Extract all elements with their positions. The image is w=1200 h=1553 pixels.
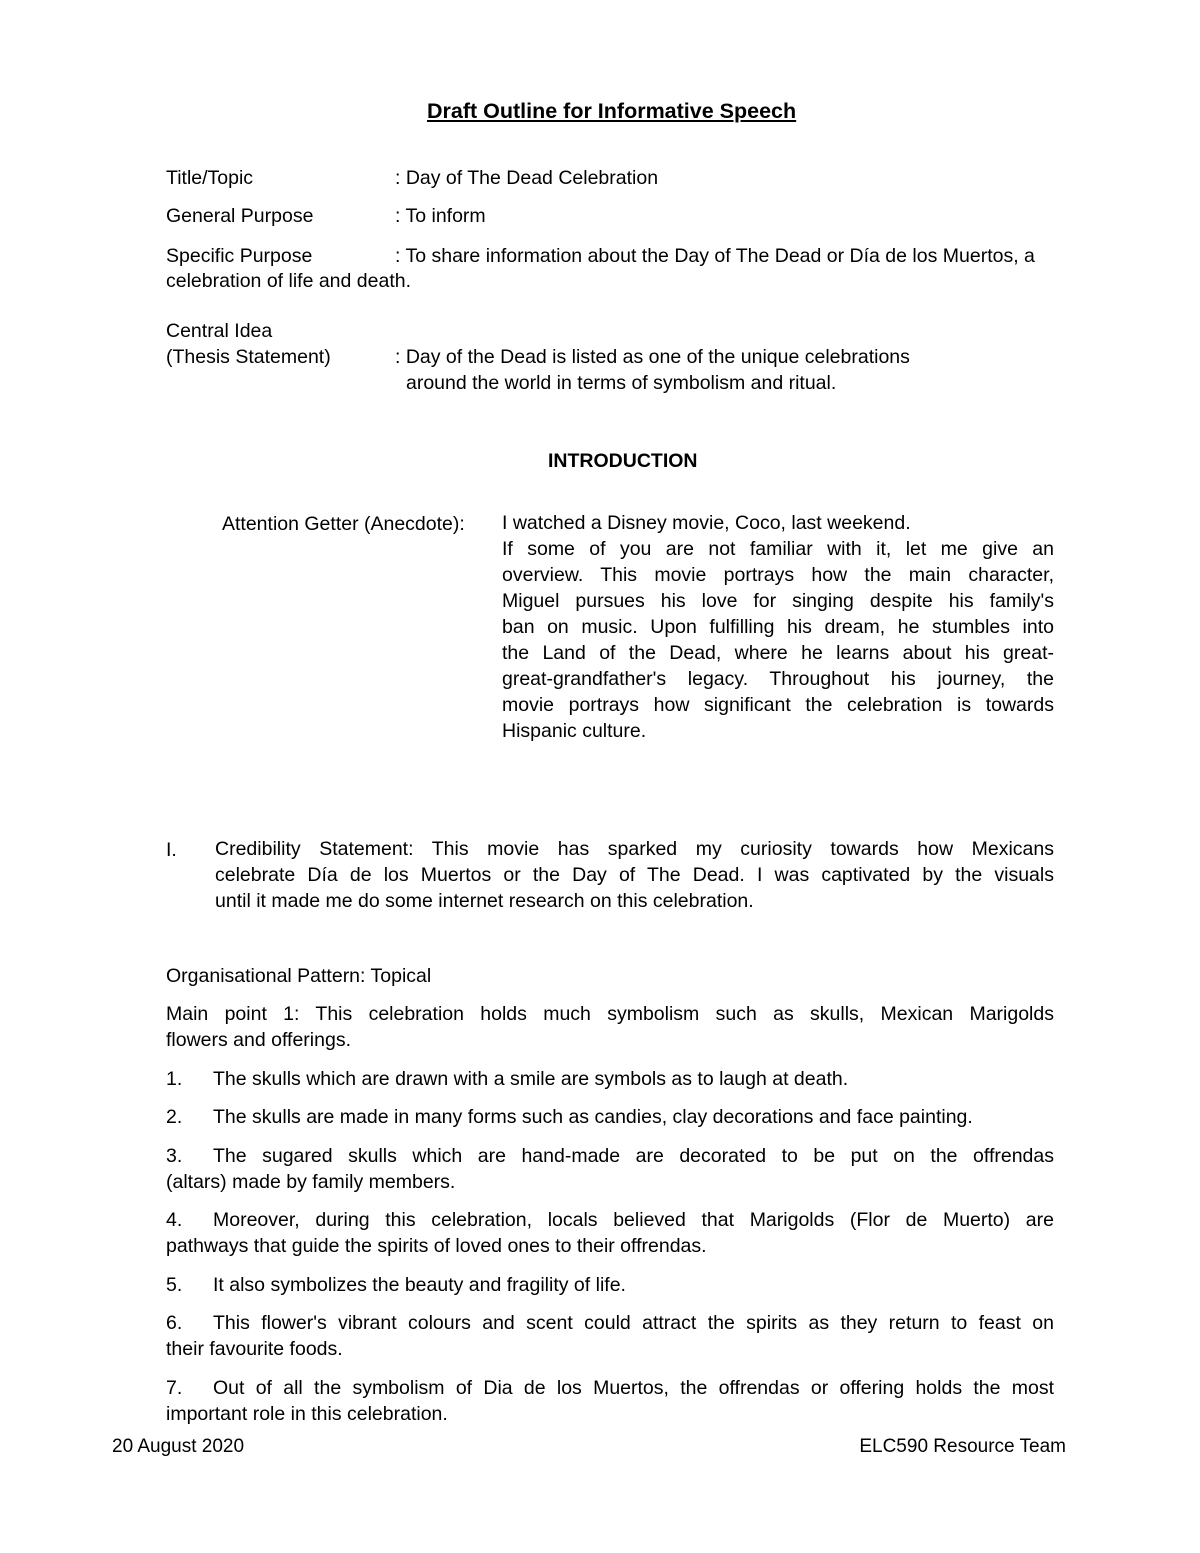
point-number: 5. xyxy=(166,1274,183,1296)
attention-getter-label: Attention Getter (Anecdote): xyxy=(222,513,465,535)
point-number: 6. xyxy=(166,1312,183,1334)
organisational-pattern: Organisational Pattern: Topical xyxy=(166,965,432,987)
point-text-cont: their favourite foods. xyxy=(166,1338,343,1360)
footer-team: ELC590 Resource Team xyxy=(859,1436,1066,1457)
specific-purpose-label: Specific Purpose xyxy=(166,245,313,267)
point-number: 2. xyxy=(166,1106,183,1128)
point-number: 1. xyxy=(166,1068,183,1090)
attention-line: the Land of the Dead, where he learns about his great- xyxy=(502,642,1054,664)
main-point-1 xyxy=(166,1001,1054,1053)
credibility-number: I. xyxy=(166,839,177,861)
credibility-statement xyxy=(215,836,1054,914)
point-4 xyxy=(166,1207,1054,1259)
specific-purpose-continuation: celebration of life and death. xyxy=(166,270,412,292)
point-text: Moreover, during this celebration, locals believed that Marigolds (Flor de Muerto) are xyxy=(213,1209,1054,1231)
point-text: The sugared skulls which are hand-made are decorated to be put on the offrendas xyxy=(213,1145,1054,1167)
attention-getter-text xyxy=(502,510,1054,744)
main-point-line: Main point 1: This celebration holds much symbolism such as skulls, Mexican Marigolds xyxy=(166,1003,1054,1025)
credibility-line: Credibility Statement: This movie has sparked my curiosity towards how Mexicans xyxy=(215,838,1054,860)
introduction-heading: INTRODUCTION xyxy=(548,450,698,472)
general-purpose-value: : To inform xyxy=(395,205,486,227)
point-text-cont: pathways that guide the spirits of loved ones to their offrendas. xyxy=(166,1235,707,1257)
point-number: 7. xyxy=(166,1377,183,1399)
credibility-line: celebrate Día de los Muertos or the Day of The Dead. I was captivated by the visuals xyxy=(215,864,1054,886)
specific-purpose-value: : To share information about the Day of The Dead or Día de los Muertos, a xyxy=(395,245,1035,267)
point-2 xyxy=(166,1104,1054,1130)
attention-line: great-grandfather's legacy. Throughout his journey, the xyxy=(502,668,1054,690)
attention-line: Miguel pursues his love for singing despite his family's xyxy=(502,590,1054,612)
title-topic-label: Title/Topic xyxy=(166,167,254,189)
point-text: Out of all the symbolism of Dia de los Muertos, the offrendas or offering holds the most xyxy=(213,1377,1054,1399)
attention-line: If some of you are not familiar with it, let me give an xyxy=(502,538,1054,560)
point-1 xyxy=(166,1066,1054,1092)
general-purpose-label: General Purpose xyxy=(166,205,314,227)
point-3 xyxy=(166,1143,1054,1195)
title-topic-value: : Day of The Dead Celebration xyxy=(395,167,659,189)
thesis-statement-label: (Thesis Statement) xyxy=(166,346,331,368)
point-text-cont: (altars) made by family members. xyxy=(166,1171,456,1193)
point-text: The skulls which are drawn with a smile are symbols as to laugh at death. xyxy=(213,1068,849,1090)
attention-line: I watched a Disney movie, Coco, last weekend. xyxy=(502,512,911,534)
attention-line: ban on music. Upon fulfilling his dream, he stumbles into xyxy=(502,616,1054,638)
footer-date: 20 August 2020 xyxy=(112,1436,245,1457)
point-number: 4. xyxy=(166,1209,183,1231)
credibility-line: until it made me do some internet research on this celebration. xyxy=(215,890,754,912)
point-text: The skulls are made in many forms such as candies, clay decorations and face painting. xyxy=(213,1106,973,1128)
point-6 xyxy=(166,1310,1054,1362)
thesis-statement-value: : Day of the Dead is listed as one of the unique celebrations xyxy=(395,346,910,368)
central-idea-label: Central Idea xyxy=(166,320,273,342)
thesis-statement-value-cont: around the world in terms of symbolism and ritual. xyxy=(406,372,837,394)
point-text-cont: important role in this celebration. xyxy=(166,1403,448,1425)
point-text: It also symbolizes the beauty and fragility of life. xyxy=(213,1274,626,1296)
point-number: 3. xyxy=(166,1145,183,1167)
attention-line: movie portrays how significant the celebration is towards xyxy=(502,694,1054,716)
point-7 xyxy=(166,1375,1054,1427)
point-text: This flower's vibrant colours and scent could attract the spirits as they return to feast on xyxy=(213,1312,1054,1334)
attention-line: overview. This movie portrays how the main character, xyxy=(502,564,1054,586)
point-5 xyxy=(166,1272,1054,1298)
main-point-line: flowers and offerings. xyxy=(166,1029,351,1051)
attention-line: Hispanic culture. xyxy=(502,720,647,742)
document-title: Draft Outline for Informative Speech xyxy=(427,99,797,123)
